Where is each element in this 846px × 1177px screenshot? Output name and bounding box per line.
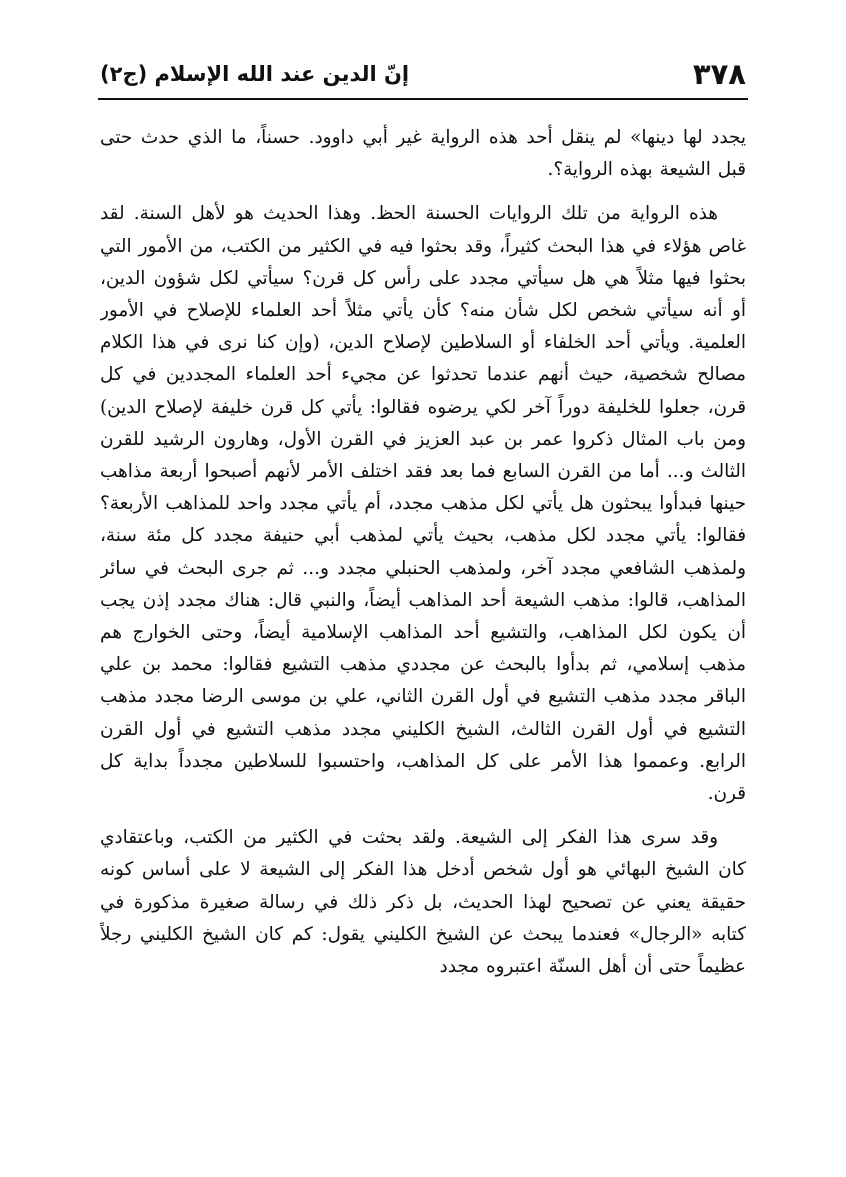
paragraph-gap <box>100 810 746 822</box>
paragraph-gap <box>100 186 746 198</box>
running-title: إنّ الدين عند الله الإسلام (ج٢) <box>100 62 410 86</box>
page-header <box>100 52 746 96</box>
page-number: ٣٧٨ <box>692 57 746 91</box>
body-text <box>100 122 746 1157</box>
paragraph-2: هذه الرواية من تلك الروايات الحسنة الحظ. وهذا الحديث هو لأهل السنة. لقد غاص هؤلاء في هذا البحث كثيراً، وقد بحثوا فيه في الكثير من الكتب، من الأمور التي بحثوا فيها مثلاً هي هل سيأتي مجدد على رأس كل قرن؟ سيأتي لكل شؤون الدين، أو أنه سيأتي شخص لكل شأن منه؟ كأن يأتي مثلاً أحد العلماء للإصلاح في الأمور العلمية. ويأتي أحد الخلفاء أو السلاطين لإصلاح الدين، (وإن كنا نرى في هذا الكلام مصالح شخصية، حيث أنهم عندما تحدثوا عن مجيء أحد العلماء المجددين في كل قرن، جعلوا للخليفة دوراً آخر لكي يرضوه فقالوا: يأتي كل قرن خليفة لإصلاح الدين) ومن باب المثال ذكروا عمر بن عبد العزيز في القرن الأول، وهارون الرشيد للقرن الثالث و... أما من القرن السابع فما بعد فقد اختلف الأمر لأنهم أصبحوا أربعة مذاهب حينها فبدأوا يبحثون هل يأتي لكل مذهب مجدد، أم يأتي مجدد واحد للمذاهب الأربعة؟ فقالوا: يأتي مجدد لكل مذهب، بحيث يأتي لمذهب أبي حنيفة مجدد كل مئة سنة، ولمذهب الشافعي مجدد آخر، ولمذهب الحنبلي مجدد و... ثم جرى البحث في سائر المذاهب، قالوا: مذهب الشيعة أحد المذاهب أيضاً، والنبي قال: هناك مجدد إذن يجب أن يكون لكل المذاهب، والتشيع أحد المذاهب الإسلامية أيضاً، وحتى الخوارج هم مذهب إسلامي، ثم بدأوا بالبحث عن مجددي مذهب التشيع فقالوا: محمد بن علي الباقر مجدد مذهب التشيع في أول القرن الثاني، علي بن موسى الرضا مجدد مذهب التشيع في أول القرن الثالث، الشيخ الكليني مجدد مذهب التشيع في أول القرن الرابع. وعمموا هذا الأمر على كل المذاهب، واحتسبوا للسلاطين مجدداً بداية كل قرن. <box>100 203 746 805</box>
paragraph-3: وقد سرى هذا الفكر إلى الشيعة. ولقد بحثت في الكثير من الكتب، وباعتقادي كان الشيخ البهائي هو أول شخص أدخل هذا الفكر إلى الشيعة لا على أساس كونه حقيقة يعني عن تصحيح لهذا الحديث، بل ذكر ذلك في رسالة صغيرة مذكورة في كتابه «الرجال» فعندما يبحث عن الشيخ الكليني يقول: كم كان الشيخ الكليني رجلاً عظيماً حتى أن أهل السنّة اعتبروه مجدد <box>100 827 746 978</box>
paragraph-1: يجدد لها دينها» لم ينقل أحد هذه الرواية غير أبي داوود. حسناً، ما الذي حدث حتى قبل الشيعة بهذه الرواية؟. <box>100 127 746 181</box>
header-divider <box>98 98 748 100</box>
